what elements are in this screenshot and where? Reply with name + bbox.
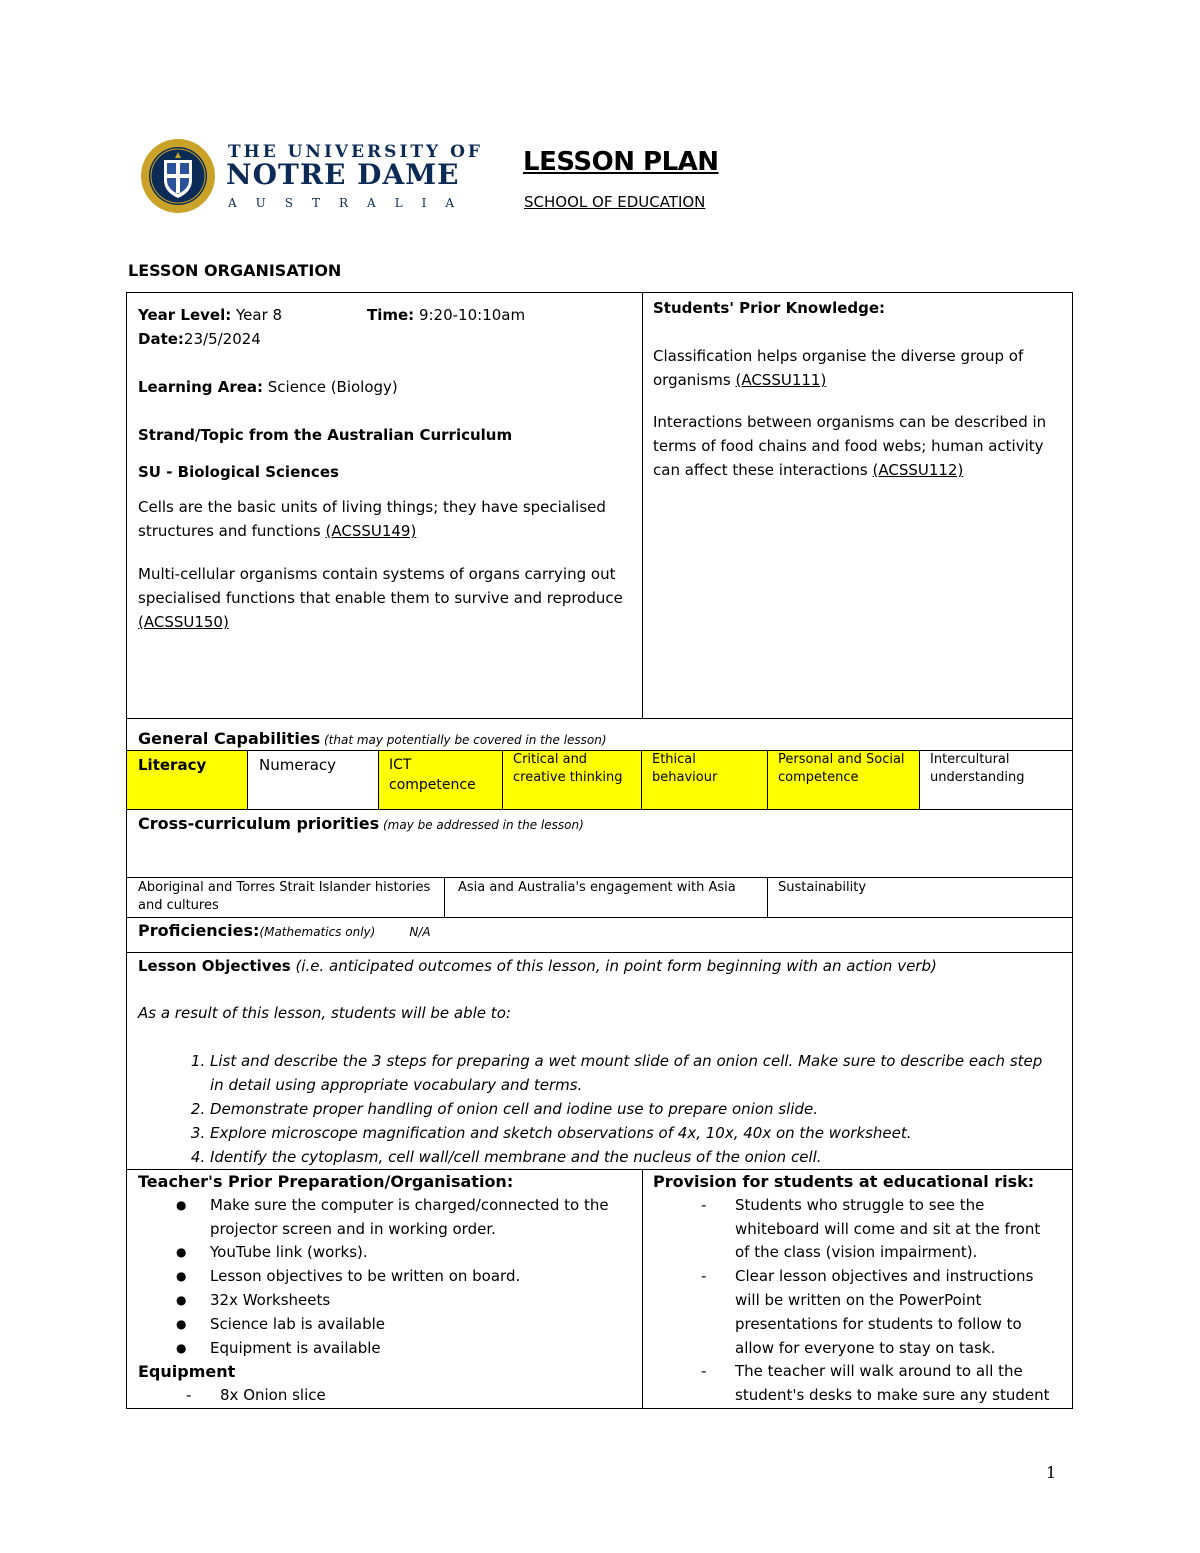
equipment-list <box>138 1384 628 1408</box>
logo-line-2: NOTRE DAME <box>226 158 460 191</box>
prior-knowledge-item-2: Interactions between organisms can be described in terms of food chains and food webs; human activity can affect these interactions (ACSSU112) <box>653 413 1047 479</box>
lesson-date: Date:23/5/2024 <box>138 330 261 348</box>
provision-item: - Clear lesson objectives and instructions will be written on the PowerPoint presentations for students to follow to allow for everyone to stay on task. <box>735 1265 1058 1360</box>
capability-ethical: Ethical behaviour <box>641 750 767 809</box>
provision-item: - The teacher will walk around to all the student's desks to make sure any student <box>735 1360 1058 1408</box>
objectives-heading: Lesson Objectives (i.e. anticipated outcomes of this lesson, in point form beginning with an action verb) <box>138 957 937 975</box>
strand-heading: Strand/Topic from the Australian Curriculum <box>138 426 513 444</box>
objectives-intro: As a result of this lesson, students will be able to: <box>138 1004 511 1022</box>
preparation-item: ● Science lab is available <box>210 1313 628 1337</box>
preparation-cell <box>127 1169 642 1408</box>
prior-knowledge-item-1: Classification helps organise the diverse group of organisms (ACSSU111) <box>653 347 1024 389</box>
provision-list <box>653 1194 1058 1408</box>
provision-item: - Students who struggle to see the whiteboard will come and sit at the front of the class (vision impairment). <box>735 1194 1058 1265</box>
preparation-list <box>138 1194 628 1361</box>
preparation-item: ● 32x Worksheets <box>210 1289 628 1313</box>
provision-cell <box>642 1169 1072 1408</box>
preparation-item: ● YouTube link (works). <box>210 1241 628 1265</box>
learning-area: Learning Area: Science (Biology) <box>138 378 398 396</box>
page-number: 1 <box>1046 1463 1057 1482</box>
document-title: LESSON PLAN <box>523 147 719 177</box>
objectives-list <box>138 1049 1056 1169</box>
curriculum-code-link[interactable]: (ACSSU150) <box>138 613 229 631</box>
prior-knowledge-heading: Students' Prior Knowledge: <box>653 299 886 317</box>
university-seal-icon <box>140 138 216 214</box>
capability-personal-social: Personal and Social competence <box>767 750 919 809</box>
preparation-heading: Teacher's Prior Preparation/Organisation: <box>138 1172 514 1191</box>
curriculum-code-link[interactable]: (ACSSU149) <box>325 522 417 540</box>
provision-heading: Provision for students at educational risk: <box>653 1172 1035 1191</box>
capability-numeracy: Numeracy <box>247 750 378 809</box>
organisation-cell <box>127 293 642 718</box>
lesson-table <box>126 292 1073 1409</box>
preparation-item: ● Make sure the computer is charged/connected to the projector screen and in working order. <box>210 1194 628 1242</box>
preparation-item: ● Lesson objectives to be written on board. <box>210 1265 628 1289</box>
equipment-item: - 8x Onion slice <box>220 1384 628 1408</box>
year-level: Year Level: Year 8 <box>138 306 283 324</box>
objective-item: 1. List and describe the 3 steps for preparing a wet mount slide of an onion cell. Make sure to describe each step in detail using appropriate vocabulary and terms. <box>210 1049 1056 1097</box>
objective-item: 4. Identify the cytoplasm, cell wall/cell membrane and the nucleus of the onion cell. <box>210 1145 1056 1169</box>
strand-sub: SU - Biological Sciences <box>138 463 339 481</box>
objectives-cell <box>127 952 1072 1169</box>
curriculum-code-link[interactable]: (ACSSU111) <box>735 371 827 389</box>
preparation-item: ● Equipment is available <box>210 1337 628 1361</box>
prior-knowledge-cell <box>642 293 1072 718</box>
logo-line-1: THE UNIVERSITY OF <box>228 142 483 162</box>
proficiencies-row: Proficiencies:(Mathematics only) N/A <box>127 917 1072 952</box>
cross-curriculum-heading: Cross-curriculum priorities (may be addressed in the lesson) <box>127 809 1072 877</box>
objective-item: 3. Explore microscope magnification and sketch observations of 4x, 10x, 40x on the worksheet. <box>210 1121 1056 1145</box>
priority-aboriginal: Aboriginal and Torres Strait Islander histories and cultures <box>127 877 444 917</box>
priority-asia: Asia and Australia's engagement with Asia <box>444 877 767 917</box>
capability-critical-thinking: Critical and creative thinking <box>502 750 641 809</box>
capability-literacy: Literacy <box>127 750 247 809</box>
university-logo <box>140 138 483 216</box>
equipment-heading: Equipment <box>138 1362 236 1382</box>
general-capabilities-heading: General Capabilities (that may potentially be covered in the lesson) <box>127 718 1072 751</box>
content-description-1: Cells are the basic units of living things; they have specialised structures and functions (ACSSU149) <box>138 498 606 540</box>
lesson-time: Time: 9:20-10:10am <box>367 306 526 324</box>
objective-item: 2. Demonstrate proper handling of onion cell and iodine use to prepare onion slide. <box>210 1097 1056 1121</box>
logo-line-3: AUSTRALIA <box>228 196 474 210</box>
capability-intercultural: Intercultural understanding <box>919 750 1072 809</box>
curriculum-code-link[interactable]: (ACSSU112) <box>872 461 964 479</box>
content-description-2: Multi-cellular organisms contain systems of organs carrying out specialised functions that enable them to survive and reproduce (ACSSU150) <box>138 565 623 631</box>
document-subtitle: SCHOOL OF EDUCATION <box>524 193 706 211</box>
capability-ict: ICT competence <box>378 750 502 809</box>
section-heading: LESSON ORGANISATION <box>128 261 342 280</box>
priority-sustainability: Sustainability <box>767 877 1072 917</box>
